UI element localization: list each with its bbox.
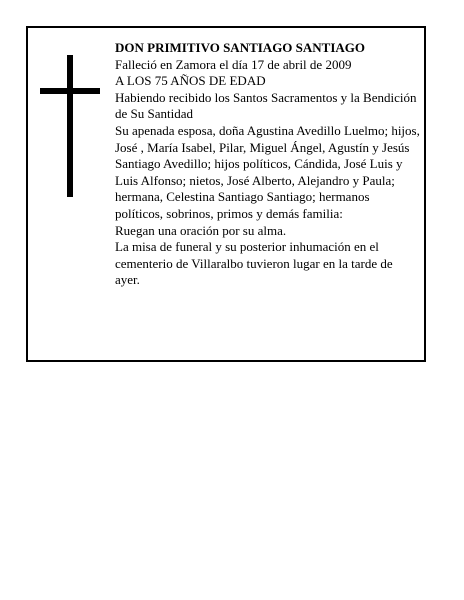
deceased-name: DON PRIMITIVO SANTIAGO SANTIAGO [115,40,366,55]
family-statement: Su apenada esposa, doña Agustina Avedillo Luelmo; hijos, José , María Isabel, Pilar, Miguel Ángel, Agustín y Jesús Santiago Avedillo; hijos políticos, Cándida, José Luis y Luis Alfonso; nietos, José Alberto, Alejandro y Paula; hermana, Celestina Santiago Santiago; hermanos políticos, sobrinos, primos y demás familia: [115,122,420,221]
funeral-statement: La misa de funeral y su posterior inhumación en el cementerio de Villaralbo tuvieron lugar en la tarde de ayer. [115,239,393,288]
death-statement: Falleció en Zamora el día 17 de abril de 2009 [115,56,352,72]
cross-horizontal-bar [40,88,100,94]
obituary-text [115,40,420,289]
obituary-notice [26,26,426,362]
cross-icon [40,55,100,197]
sacraments-statement: Habiendo recibido los Santos Sacramentos y la Bendición de Su Santidad [115,89,417,122]
prayer-request: Ruegan una oración por su alma. [115,222,287,238]
age-statement: A LOS 75 AÑOS DE EDAD [115,73,266,89]
cross-vertical-bar [67,55,73,197]
